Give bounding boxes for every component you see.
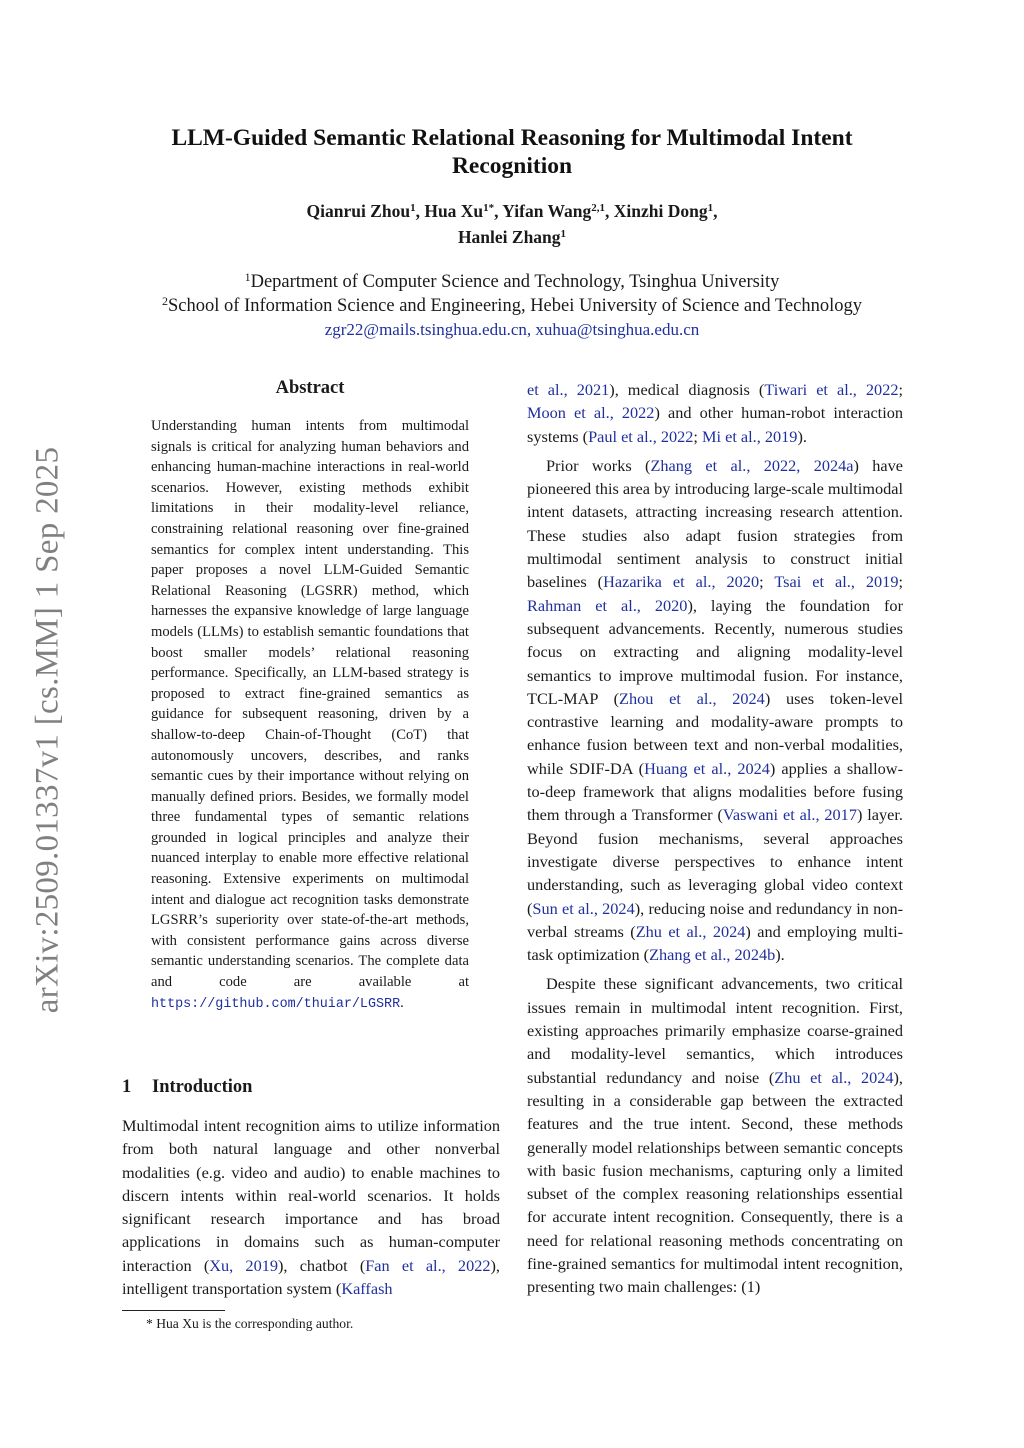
right-paragraph-3 [527,972,903,1298]
arxiv-sidebar [18,420,78,1040]
citation-link[interactable]: Tiwari et al., 2022 [764,380,899,399]
author: Qianrui Zhou$^1$, [306,201,425,221]
citation-link[interactable]: et al., 2021 [527,380,610,399]
citation-link[interactable]: Moon et al., 2022 [527,403,655,423]
citation-link[interactable]: Zhang et al., 2022, 2024a [650,455,854,475]
author: Xinzhi Dong$^1$, [613,201,718,221]
paragraph-text: ) have pioneered this area by introducing large-scale multimodal intent datasets, attracting increasing research attention. These studies also adapt fusion strategies from multimodal sentiment analysis to construct initial baselines ( [527,455,903,592]
code-link[interactable]: https://github.com/thuiar/LGSRR [151,996,401,1012]
citation-link[interactable]: Huang et al., 2024 [644,758,770,778]
affiliations [112,270,912,342]
paragraph-text: Multimodal intent recognition aims to utilize information from both natural language and other nonverbal modalities (e.g. video and audio) to enable machines to discern intents within real-world scenarios. It holds significant research importance and has broad applications in domains such as human-computer interaction ( [122,1116,500,1275]
paragraph-text: ), medical diagnosis ( [609,380,765,399]
footnote-rule [122,1310,225,1311]
paragraph-text: ; [898,572,903,592]
abstract-section [151,378,469,1015]
citation-link[interactable]: Fan et al., 2022 [365,1255,491,1275]
right-paragraph-2 [527,454,903,967]
section-heading: 1 Introduction [122,1077,253,1097]
paragraph-text: ; [898,380,904,399]
citation-link[interactable]: Rahman et al., 2020 [527,595,688,615]
right-paragraph-1 [527,378,903,448]
abstract-text: Understanding human intents from multimodal signals is critical for analyzing human behaviors and enhancing human-machine interactions in real-world scenarios. However, existing methods exhibit limitations in their modality-level reliance, constraining relational reasoning over fine-grained semantics for complex intent understanding. This paper proposes a novel LLM-Guided Semantic Relational Reasoning (LGSRR) method, which harnesses the expansive knowledge of large language models (LLMs) to establish semantic foundations that boost smaller models’ relational reasoning performance. Specifically, an LLM-based strategy is proposed to extract fine-grained semantics as guidance for subsequent reasoning, driven by a shallow-to-deep Chain-of-Thought (CoT) that autonomously uncovers, describes, and ranks semantic cues by their importance without relying on manually defined priors. Besides, we formally model three fundamental types of semantic relations grounded in logical principles and analyze their nuanced interplay to enable more effective relational reasoning. Extensive experiments on multimodal intent and dialogue act recognition tasks demonstrate LGSRR’s superiority over state-of-the-art methods, with consistent performance gains across diverse semantic understanding scenarios. The complete data and code are available at https://github.com/thuiar/LGSRR. [151,418,469,1012]
paragraph-text: Despite these significant advancements, two critical issues remain in multimodal intent recognition. First, existing approaches primarily emphasize coarse-grained and modality-level semantics, which introduces substantial redundancy and noise ( [527,974,903,1087]
citation-link[interactable]: Vaswani et al., 2017 [722,805,857,825]
paragraph-text: ), laying the foundation for subsequent advancements. Recently, numerous studies focus on extracting and aligning modality-level semantics to improve multimodal fusion. For instance, TCL-MAP ( [527,595,903,708]
footnote: * Hua Xu is the corresponding author. [146,1316,354,1331]
intro-paragraph-1 [122,1114,500,1300]
author: Yifan Wang$^{2,1}$, [502,201,614,221]
paragraph-text: ; [693,426,703,446]
citation-link[interactable]: Hazarika et al., 2020 [603,572,760,592]
paragraph-text: ) and other human-robot interaction systems ( [527,403,904,446]
citation-link[interactable]: Xu, 2019 [209,1255,278,1275]
paragraph-text: ; [759,572,775,592]
paragraph-text: ) uses token-level contrastive learning and modality-aware prompts to enhance fusion between text and non-verbal modalities, while SDIF-DA ( [527,688,904,778]
arxiv-identifier: arXiv:2509.01337v1 [cs.MM] 1 Sep 2025 [29,446,66,1014]
author: Hua $Xu^{1*}$, [424,201,503,221]
author-emails[interactable]: zgr22@mails.tsinghua.edu.cn, xuhua@tsinghua.edu.cn [324,320,700,339]
paragraph-text: ), intelligent transportation system ( [122,1255,500,1299]
paragraph-text: ). [797,426,807,446]
paper-title: LLM-Guided Semantic Relational Reasoning for Multimodal Intent Recognition [171,125,853,179]
right-column [527,378,903,1299]
citation-link[interactable]: Zhang et al., 2024b [649,945,776,965]
citation-link[interactable]: Sun et al., 2024 [532,898,635,918]
paragraph-text: ) and employing multi-task optimization ( [527,921,904,965]
citation-link[interactable]: Kaffash [341,1279,393,1299]
author: Hanlei Zhang$^1$ [457,227,567,247]
introduction-section [122,1077,500,1300]
affiliation-2: $^2$School of Information Science and Engineering, Hebei University of Science and Technology [162,294,862,316]
citation-link[interactable]: Tsai et al., 2019 [774,572,899,592]
paragraph-text: Prior works ( [546,455,651,475]
paragraph-text: ), chatbot ( [278,1255,366,1275]
paragraph-text: ) layer. Beyond fusion mechanisms, several approaches investigate diverse perspectives to enhance intent understanding, such as leveraging global video context ( [527,805,903,918]
paragraph-text: ), reducing noise and redundancy in non-verbal streams ( [527,898,904,941]
citation-link[interactable]: Zhou et al., 2024 [619,688,765,708]
paragraph-text: ). [775,945,785,965]
author-list [112,198,912,250]
paragraph-text: ) applies a shallow-to-deep framework that aligns modalities before fusing them through a Transformer ( [527,758,903,825]
citation-link[interactable]: Mi et al., 2019 [702,426,798,446]
citation-link[interactable]: Zhu et al., 2024 [635,921,746,941]
paper-header [112,124,912,342]
affiliation-1: $^1$Department of Computer Science and Technology, Tsinghua University [244,270,780,292]
paragraph-text: ), resulting in a considerable gap between the extracted features and the true intent. Second, these methods generally model relationships between semantic concepts with basic fusion mechanisms, capturing only a limited subset of the complex reasoning relationships essential for accurate intent recognition. Consequently, there is a need for relational reasoning methods concentrating on fine-grained semantics for multimodal intent recognition, presenting two main challenges: (1) [527,1067,904,1297]
citation-link[interactable]: Zhu et al., 2024 [774,1067,894,1087]
citation-link[interactable]: Paul et al., 2022 [588,426,694,446]
abstract-heading: Abstract [275,378,345,398]
